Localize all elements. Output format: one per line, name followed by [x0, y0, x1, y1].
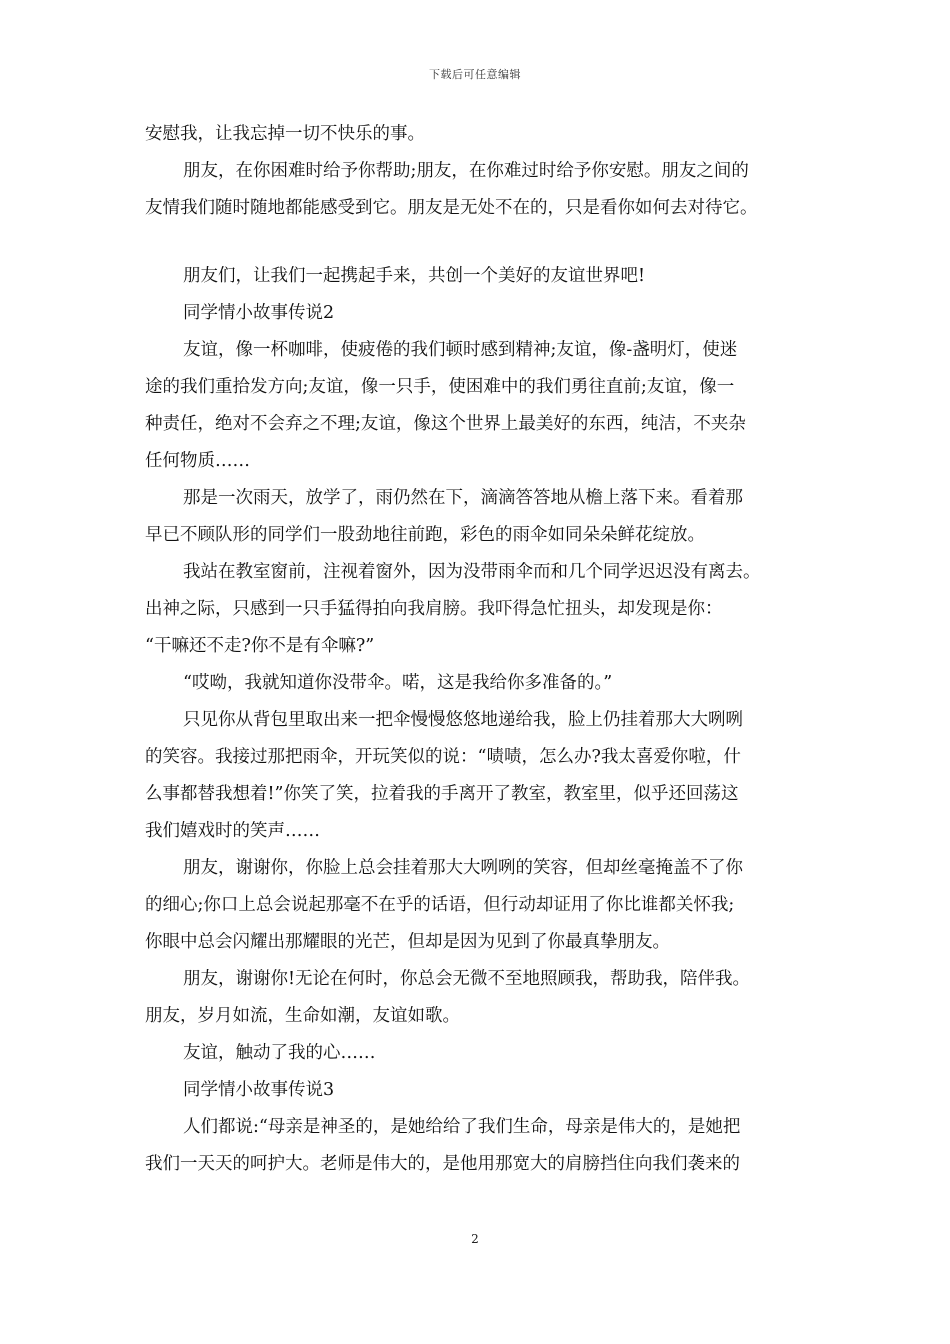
text-line: 友谊，像一杯咖啡，使疲倦的我们顿时感到精神;友谊，像-盏明灯，使迷 [183, 340, 738, 360]
text-line: 你眼中总会闪耀出那耀眼的光芒，但却是因为见到了你最真挚朋友。 [145, 932, 670, 952]
section-title: 同学情小故事传说2 [183, 303, 335, 323]
text-line: 安慰我，让我忘掉一切不快乐的事。 [145, 124, 425, 144]
text-line: 早已不顾队形的同学们一股劲地往前跑，彩色的雨伞如同朵朵鲜花绽放。 [145, 525, 705, 545]
text-line: “干嘛还不走?你不是有伞嘛?” [145, 636, 375, 656]
page-header: 下载后可任意编辑 [429, 68, 521, 81]
text-line: 我们嬉戏时的笑声…… [145, 821, 320, 841]
paragraph-gap [145, 227, 815, 258]
text-line: 只见你从背包里取出来一把伞慢慢悠悠地递给我，脸上仍挂着那大大咧咧 [183, 710, 743, 730]
text-line: 朋友，谢谢你!无论在何时，你总会无微不至地照顾我，帮助我，陪伴我。 [183, 969, 751, 989]
text-line: 的笑容。我接过那把雨伞，开玩笑似的说：“啧啧，怎么办?我太喜爱你啦，什 [145, 747, 741, 767]
text-line: 朋友，谢谢你，你脸上总会挂着那大大咧咧的笑容，但却丝毫掩盖不了你 [183, 858, 743, 878]
text-line: 任何物质…… [145, 451, 250, 471]
text-line: 的细心;你口上总会说起那毫不在乎的话语，但行动却证用了你比谁都关怀我; [145, 895, 735, 915]
page-number: 2 [471, 1232, 479, 1246]
text-line: 我们一天天的呵护大。老师是伟大的，是他用那宽大的肩膀挡住向我们袭来的 [145, 1154, 740, 1174]
text-line: 那是一次雨天，放学了，雨仍然在下，滴滴答答地从檐上落下来。看着那 [183, 488, 743, 508]
text-line: 我站在教室窗前，注视着窗外，因为没带雨伞而和几个同学迟迟没有离去。 [183, 562, 761, 582]
document-body [145, 116, 815, 1183]
text-line: 种责任，绝对不会弃之不理;友谊，像这个世界上最美好的东西，纯洁，不夹杂 [145, 414, 746, 434]
text-line: 人们都说:“母亲是神圣的，是她给给了我们生命，母亲是伟大的，是她把 [183, 1117, 741, 1137]
text-line: 么事都替我想着!”你笑了笑，拉着我的手离开了教室，教室里，似乎还回荡这 [145, 784, 739, 804]
text-line: 友谊，触动了我的心…… [183, 1043, 376, 1063]
text-line: 友情我们随时随地都能感受到它。朋友是无处不在的，只是看你如何去对待它。 [145, 198, 758, 218]
text-line: 朋友，在你困难时给予你帮助;朋友，在你难过时给予你安慰。朋友之间的 [183, 161, 749, 181]
text-line: 出神之际，只感到一只手猛得拍向我肩膀。我吓得急忙扭头，却发现是你： [145, 599, 723, 619]
text-line: “哎呦，我就知道你没带伞。喏，这是我给你多准备的。” [183, 673, 613, 693]
section-title: 同学情小故事传说3 [183, 1080, 335, 1100]
text-line: 朋友们，让我们一起携起手来，共创一个美好的友谊世界吧! [183, 266, 646, 286]
text-line: 途的我们重拾发方向;友谊，像一只手，使困难中的我们勇往直前;友谊，像一 [145, 377, 735, 397]
text-line: 朋友，岁月如流，生命如潮，友谊如歌。 [145, 1006, 460, 1026]
